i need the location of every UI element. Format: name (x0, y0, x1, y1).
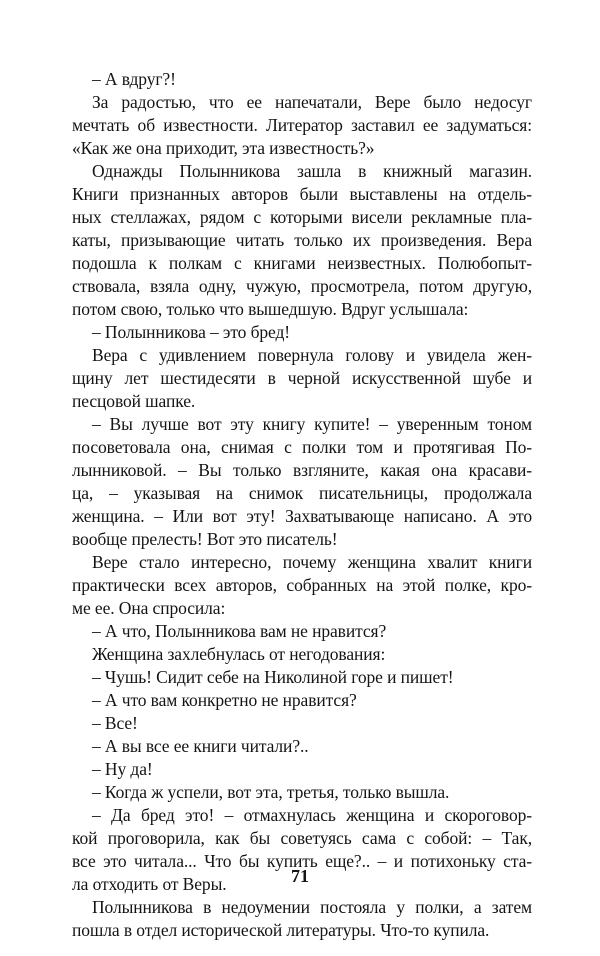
text-line: ных стеллажах, рядом с которыми висели рекламные пла- (72, 207, 532, 227)
text-line: – Чушь! Сидит себе на Николиной горе и пишет! (92, 667, 454, 687)
text-line: женщина. – Или вот эту! Захватывающе написано. А это (72, 506, 532, 526)
text-line: практически всех авторов, собранных на этой полке, кро- (72, 575, 532, 595)
text-line: ла отходить от Веры. (72, 874, 227, 894)
text-line: щину лет шестидесяти в черной искусственной шубе и (72, 368, 532, 388)
text-line: Книги признанных авторов были выставлены на отдель- (72, 184, 532, 204)
page-number: 71 (291, 866, 309, 886)
text-line: – Все! (92, 713, 138, 733)
text-line: ца, – указывая на снимок писательницы, продолжала (72, 483, 532, 503)
body-text (72, 68, 532, 942)
text-line: кой проговорила, как бы советуясь сама с собой: – Так, (72, 828, 532, 848)
text-line: пошла в отдел исторической литературы. Что-то купила. (72, 920, 490, 940)
text-line: ме ее. Она спросила: (72, 598, 226, 618)
text-line: Вере стало интересно, почему женщина хвалит книги (92, 552, 532, 572)
text-line: За радостью, что ее напечатали, Вере было недосуг (92, 92, 532, 112)
text-line: – А что, Полынникова вам не нравится? (92, 621, 387, 641)
text-line: мечтать об известности. Литератор заставил ее задуматься: (72, 115, 532, 135)
text-line: – Да бред это! – отмахнулась женщина и скороговор- (92, 805, 532, 825)
text-line: каты, призывающие читать только их произведения. Вера (72, 230, 532, 250)
text-line: – Полынникова – это бред! (92, 322, 291, 342)
text-line: – Когда ж успели, вот эта, третья, только вышла. (92, 782, 450, 802)
text-line: – А вы все ее книги читали?.. (92, 736, 309, 756)
text-line: – А что вам конкретно не нравится? (92, 690, 357, 710)
text-line: все это читала... Что бы купить еще?.. – и потихоньку ста- (72, 851, 532, 871)
text-line: Однажды Полынникова зашла в книжный магазин. (92, 161, 532, 181)
text-line: – А вдруг?! (92, 69, 176, 89)
text-line: «Как же она приходит, эта известность?» (72, 138, 375, 158)
text-line: Полынникова в недоумении постояла у полки, а затем (92, 897, 532, 917)
text-line: ствовала, взяла одну, чужую, просмотрела, потом другую, (72, 276, 532, 296)
text-line: лынниковой. – Вы только взгляните, какая она красави- (72, 460, 532, 480)
text-line: Женщина захлебнулась от негодования: (92, 644, 386, 664)
text-line: Вера с удивлением повернула голову и увидела жен- (92, 345, 532, 365)
text-line: – Вы лучше вот эту книгу купите! – уверенным тоном (92, 414, 532, 434)
text-line: – Ну да! (92, 759, 153, 779)
text-line: потом свою, только что вышедшую. Вдруг услышала: (72, 299, 469, 319)
text-line: посоветовала она, снимая с полки том и протягивая По- (72, 437, 532, 457)
text-line: песцовой шапке. (72, 391, 196, 411)
text-line: подошла к полкам с книгами неизвестных. Полюбопыт- (72, 253, 532, 273)
text-line: вообще прелесть! Вот это писатель! (72, 529, 338, 549)
